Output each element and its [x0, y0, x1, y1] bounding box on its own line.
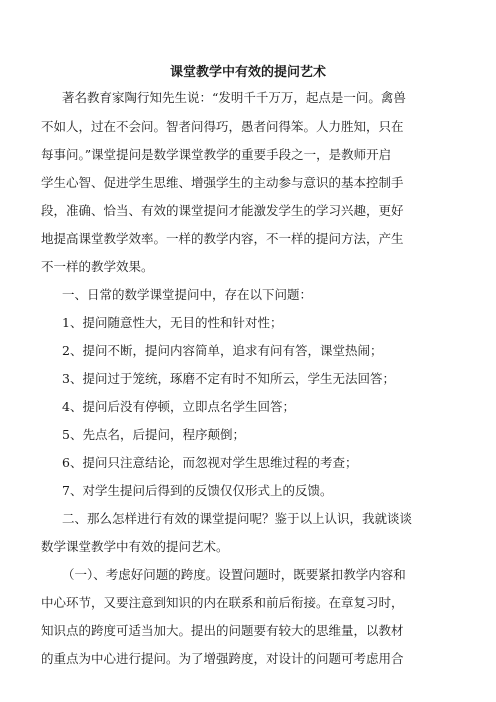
section-heading-2: 二、那么怎样进行有效的课堂提问呢？鉴于以上认识，我就谈谈	[62, 511, 413, 526]
body-line-7: 不一样的教学效果。	[41, 259, 154, 274]
document-title: 课堂教学中有效的提问艺术	[169, 65, 326, 80]
body-line-4: 学生心智、促进学生思维、增强学生的主动参与意识的基本控制手	[41, 175, 404, 190]
body-line-5: 段，准确、恰当、有效的课堂提问才能激发学生的学习兴趣，更好	[41, 203, 404, 218]
body-line-10: 知识点的跨度可适当加大。提出的问题要有较大的思维量，以教材	[41, 623, 404, 638]
list-item-6: 6、提问只注意结论，而忽视对学生思维过程的考查；	[62, 455, 358, 470]
body-line-1: 著名教育家陶行知先生说：“发明千千万万，起点是一问。禽兽	[62, 90, 406, 105]
body-line-6: 地提高课堂教学效率。一样的教学内容，不一样的提问方法，产生	[41, 231, 404, 246]
body-line-2: 不如人，过在不会问。智者问得巧，愚者问得笨。人力胜知，只在	[41, 119, 404, 134]
list-item-7: 7、对学生提问后得到的反馈仅仅形式上的反馈。	[62, 483, 333, 498]
body-line-3: 每事问。”课堂提问是数学课堂教学的重要手段之一，是教师开启	[41, 147, 392, 162]
list-item-3: 3、提问过于笼统，琢磨不定有时不知所云，学生无法回答；	[62, 371, 395, 386]
section-heading-1: 一、日常的数学课堂提问中，存在以下问题：	[62, 287, 313, 302]
list-item-1: 1、提问随意性大，无目的性和针对性；	[62, 315, 283, 330]
subsection-line-1: （一）、考虑好问题的跨度。设置问题时，既要紧扣教学内容和	[62, 567, 406, 582]
body-line-9: 中心环节，又要注意到知识的内在联系和前后衔接。在章复习时，	[41, 595, 404, 610]
body-line-8: 数学课堂教学中有效的提问艺术。	[41, 539, 229, 554]
list-item-5: 5、先点名，后提问，程序颠倒；	[62, 427, 245, 442]
list-item-4: 4、提问后没有停顿，立即点名学生回答；	[62, 399, 295, 414]
body-line-11: 的重点为中心进行提问。为了增强跨度，对设计的问题可考虑用合	[41, 651, 404, 666]
list-item-2: 2、提问不断，提问内容简单，追求有问有答，课堂热闹；	[62, 343, 383, 358]
